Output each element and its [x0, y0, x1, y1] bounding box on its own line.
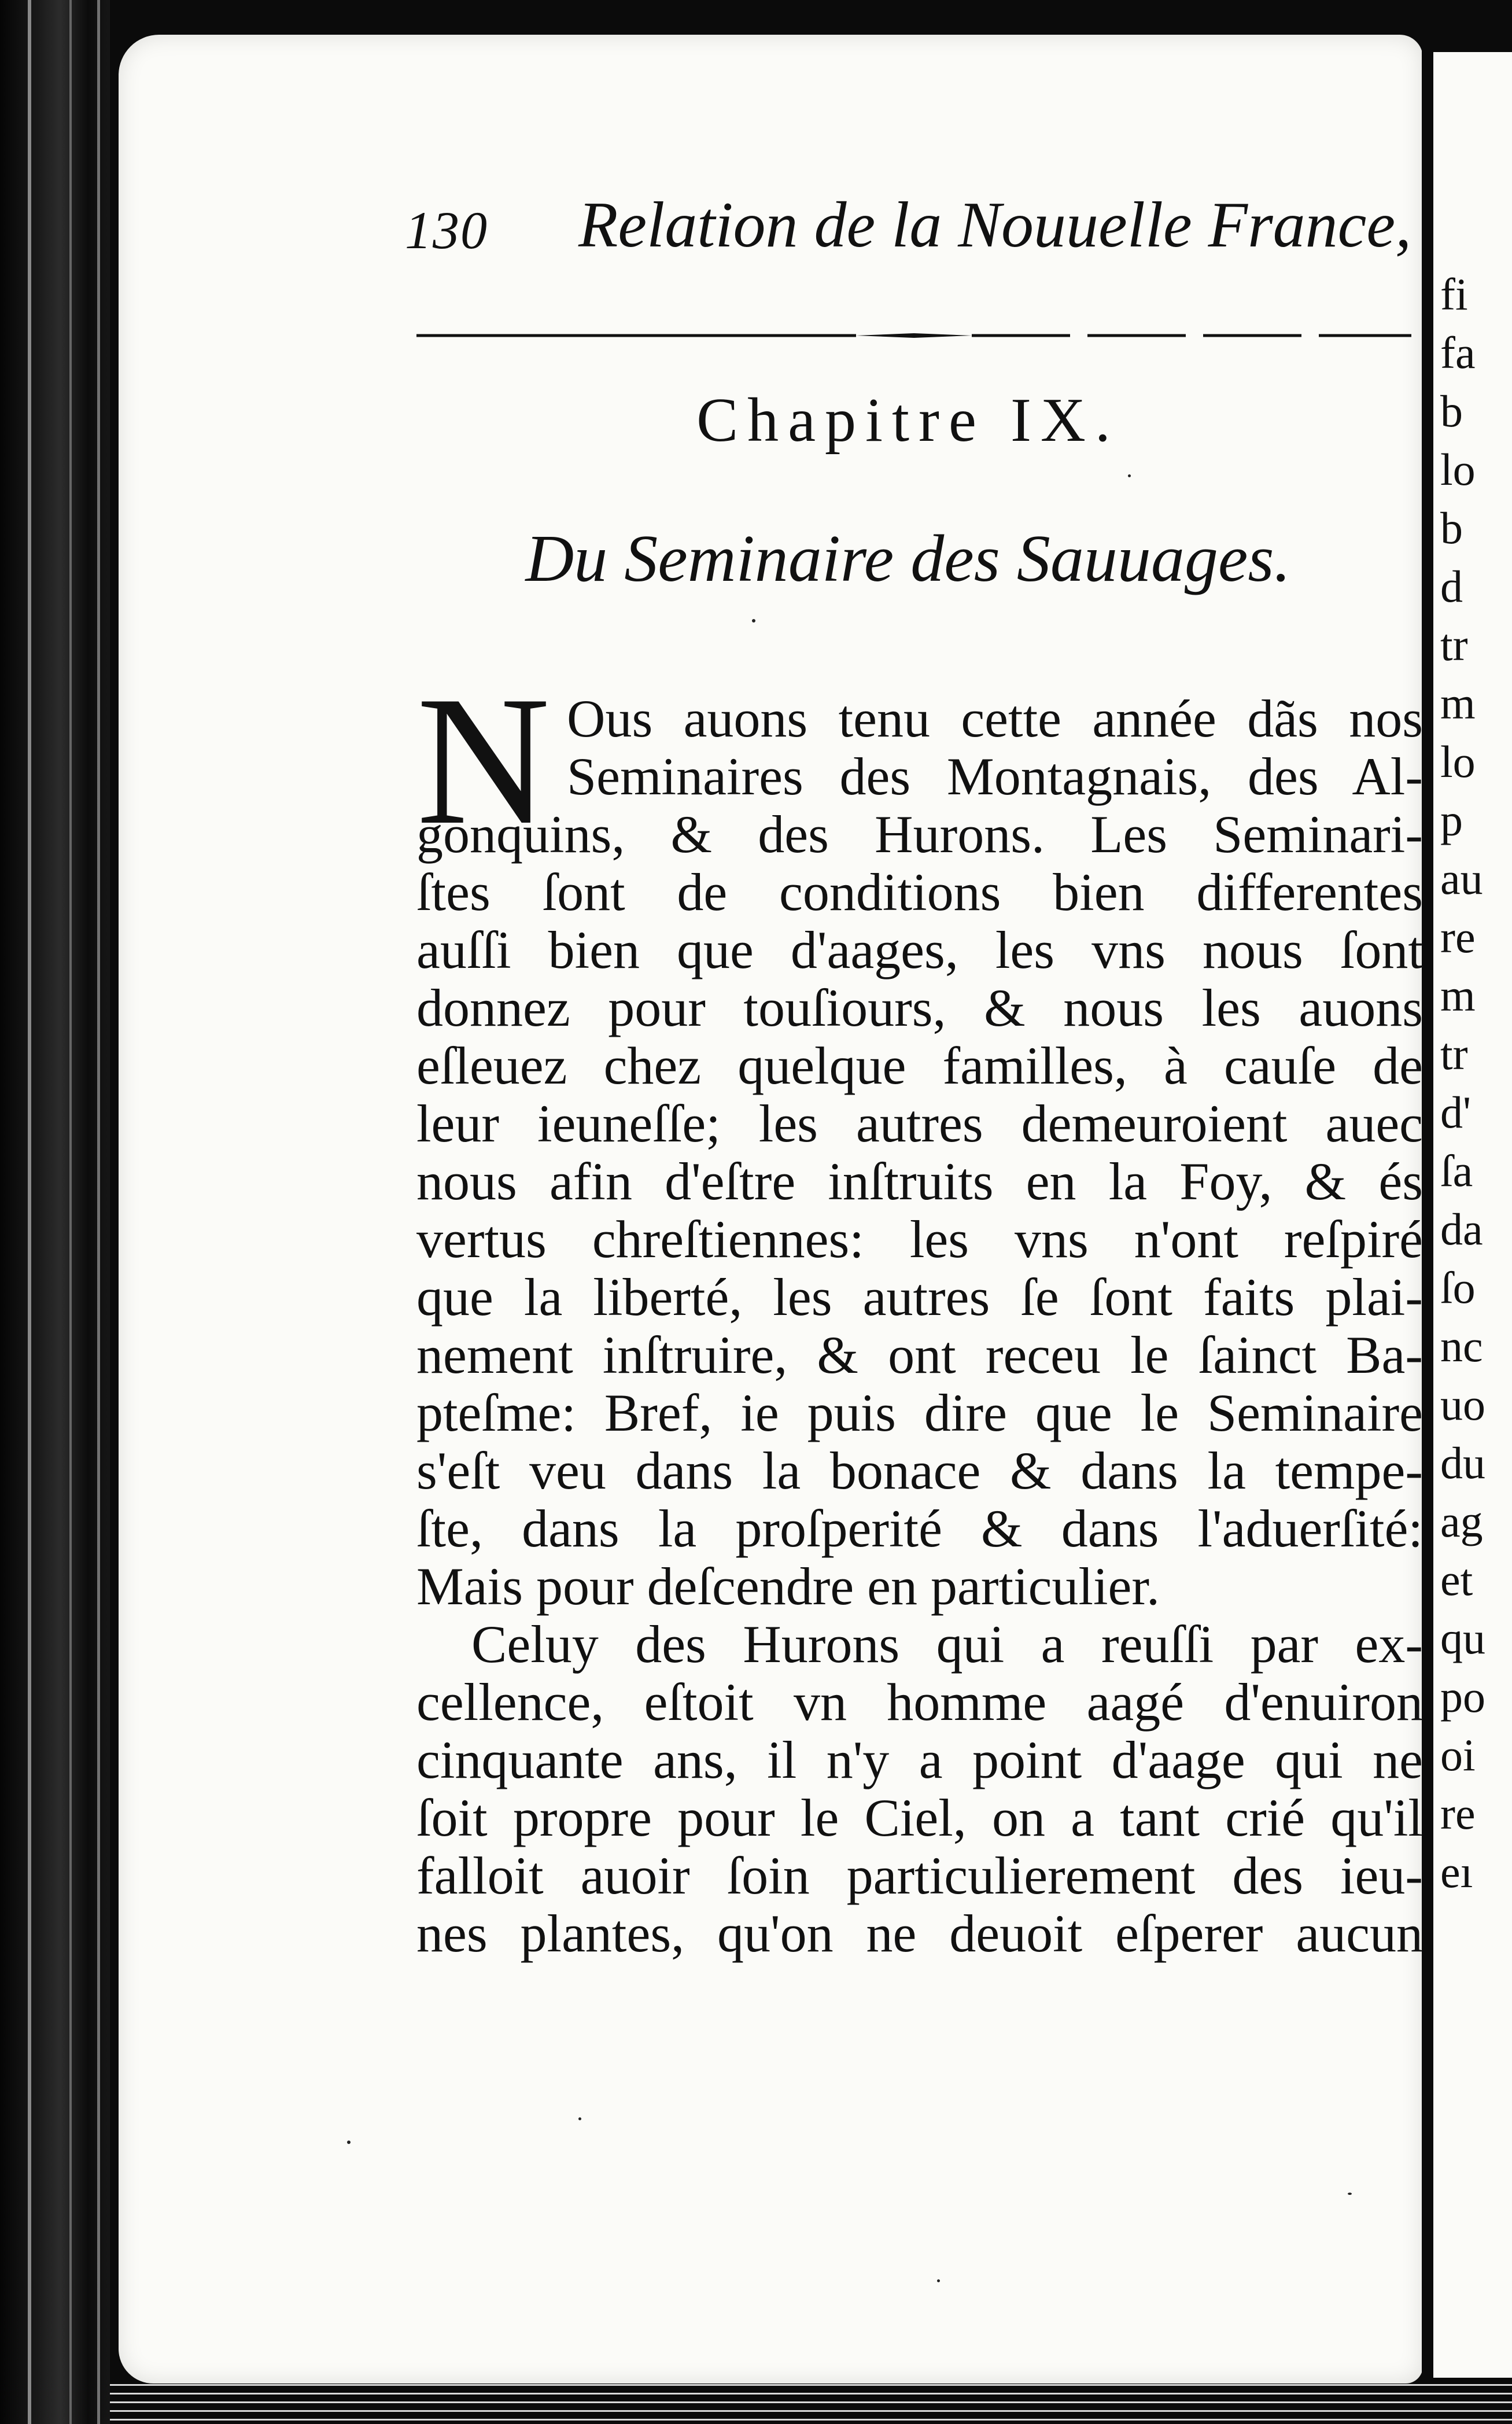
next-page-fragment: oi	[1440, 1730, 1476, 1780]
next-page-fragment: et	[1440, 1554, 1473, 1605]
text-line: eſleuez chez quelque familles, à cauſe de	[416, 1036, 1423, 1095]
text-line: auſſi bien que d'aages, les vns nous ſont	[416, 920, 1423, 979]
text-line: leur ieuneſſe; les autres demeuroient auec	[416, 1094, 1423, 1153]
ornamental-rule	[416, 333, 1411, 338]
next-page-fragment: eı	[1440, 1847, 1473, 1897]
text-line: Mais pour deſcendre en particulier.	[416, 1557, 1160, 1616]
next-page-fragment: b	[1440, 386, 1463, 436]
text-line: nous afin d'eſtre inſtruits en la Foy, & és	[416, 1152, 1423, 1211]
next-page-fragment: m	[1440, 678, 1476, 728]
running-title: Relation de la Nouuelle France,	[578, 189, 1412, 261]
next-page-fragment: re	[1440, 912, 1476, 962]
text-line: gonquins, & des Hurons. Les Seminari-	[416, 805, 1423, 864]
text-line: ſoit propre pour le Ciel, on a tant crié qu'il	[416, 1788, 1423, 1847]
next-page-fragment: ag	[1440, 1496, 1483, 1546]
next-page-fragment: qu	[1440, 1613, 1485, 1663]
next-page-fragment: ſo	[1440, 1262, 1476, 1313]
binding-streak	[28, 0, 31, 2424]
next-page-fragment: tr	[1440, 1029, 1468, 1079]
next-page-fragment: ſa	[1440, 1145, 1473, 1196]
binding-streak	[69, 0, 72, 2424]
next-page-fragment: d	[1440, 561, 1463, 611]
running-header	[405, 188, 1412, 269]
next-page-fragment: p	[1440, 795, 1463, 845]
next-page-fragment: re	[1440, 1788, 1476, 1839]
text-line: donnez pour touſiours, & nous les auons	[416, 978, 1423, 1037]
binding-streak	[97, 0, 100, 2424]
text-line: nement inſtruire, & ont receu le ſainct Ba-	[416, 1325, 1423, 1384]
next-page-fragment: du	[1440, 1438, 1485, 1488]
text-line: que la liberté, les autres ſe ſont faits plai-	[416, 1268, 1423, 1327]
text-line: Seminaires des Montagnais, des Al-	[567, 747, 1423, 806]
text-line: vertus chreſtiennes: les vns n'ont reſpiré	[416, 1210, 1423, 1269]
page-number: 130	[405, 201, 488, 260]
chapter-heading: Chapitre IX.	[696, 386, 1120, 455]
next-page-fragment: m	[1440, 970, 1476, 1021]
text-line: pteſme: Bref, ie puis dire que le Seminaire	[416, 1383, 1423, 1442]
page-bottom-edge	[110, 2384, 1512, 2424]
page-gutter	[1422, 0, 1434, 2424]
next-page-fragment: au	[1440, 853, 1483, 904]
next-page-fragment: po	[1440, 1671, 1485, 1722]
text-line: cinquante ans, il n'y a point d'aage qui ne	[416, 1730, 1423, 1789]
next-page-fragment: fa	[1440, 327, 1476, 378]
text-line: Celuy des Hurons qui a reuſſi par ex-	[471, 1615, 1423, 1674]
next-page-edge	[1433, 52, 1512, 2378]
next-page-fragment: nc	[1440, 1321, 1483, 1371]
next-page-fragment: da	[1440, 1204, 1483, 1254]
text-line: ſtes ſont de conditions bien differentes	[416, 863, 1423, 922]
binding-edge	[0, 0, 110, 2424]
next-page-fragment: lo	[1440, 444, 1476, 495]
text-line: nes plantes, qu'on ne deuoit eſperer aucun	[416, 1904, 1423, 1963]
text-line: cellence, eſtoit vn homme aagé d'enuiron	[416, 1673, 1423, 1732]
text-line: s'eſt veu dans la bonace & dans la tempe-	[416, 1441, 1423, 1500]
next-page-fragment: lo	[1440, 736, 1476, 787]
chapter-title: Du Seminaire des Sauuages.	[525, 522, 1291, 596]
next-page-fragment: d'	[1440, 1087, 1472, 1137]
text-line: ſte, dans la proſperité & dans l'aduerſité:	[416, 1499, 1423, 1558]
text-line: falloit auoir ſoin particulierement des ieu-	[416, 1846, 1423, 1905]
next-page-fragment: b	[1440, 503, 1463, 553]
next-page-fragment: uo	[1440, 1379, 1485, 1430]
next-page-fragment: tr	[1440, 620, 1468, 670]
drop-cap: N	[416, 658, 551, 863]
text-line: Ous auons tenu cette année dãs nos	[567, 689, 1423, 748]
next-page-fragment: fi	[1440, 269, 1468, 319]
